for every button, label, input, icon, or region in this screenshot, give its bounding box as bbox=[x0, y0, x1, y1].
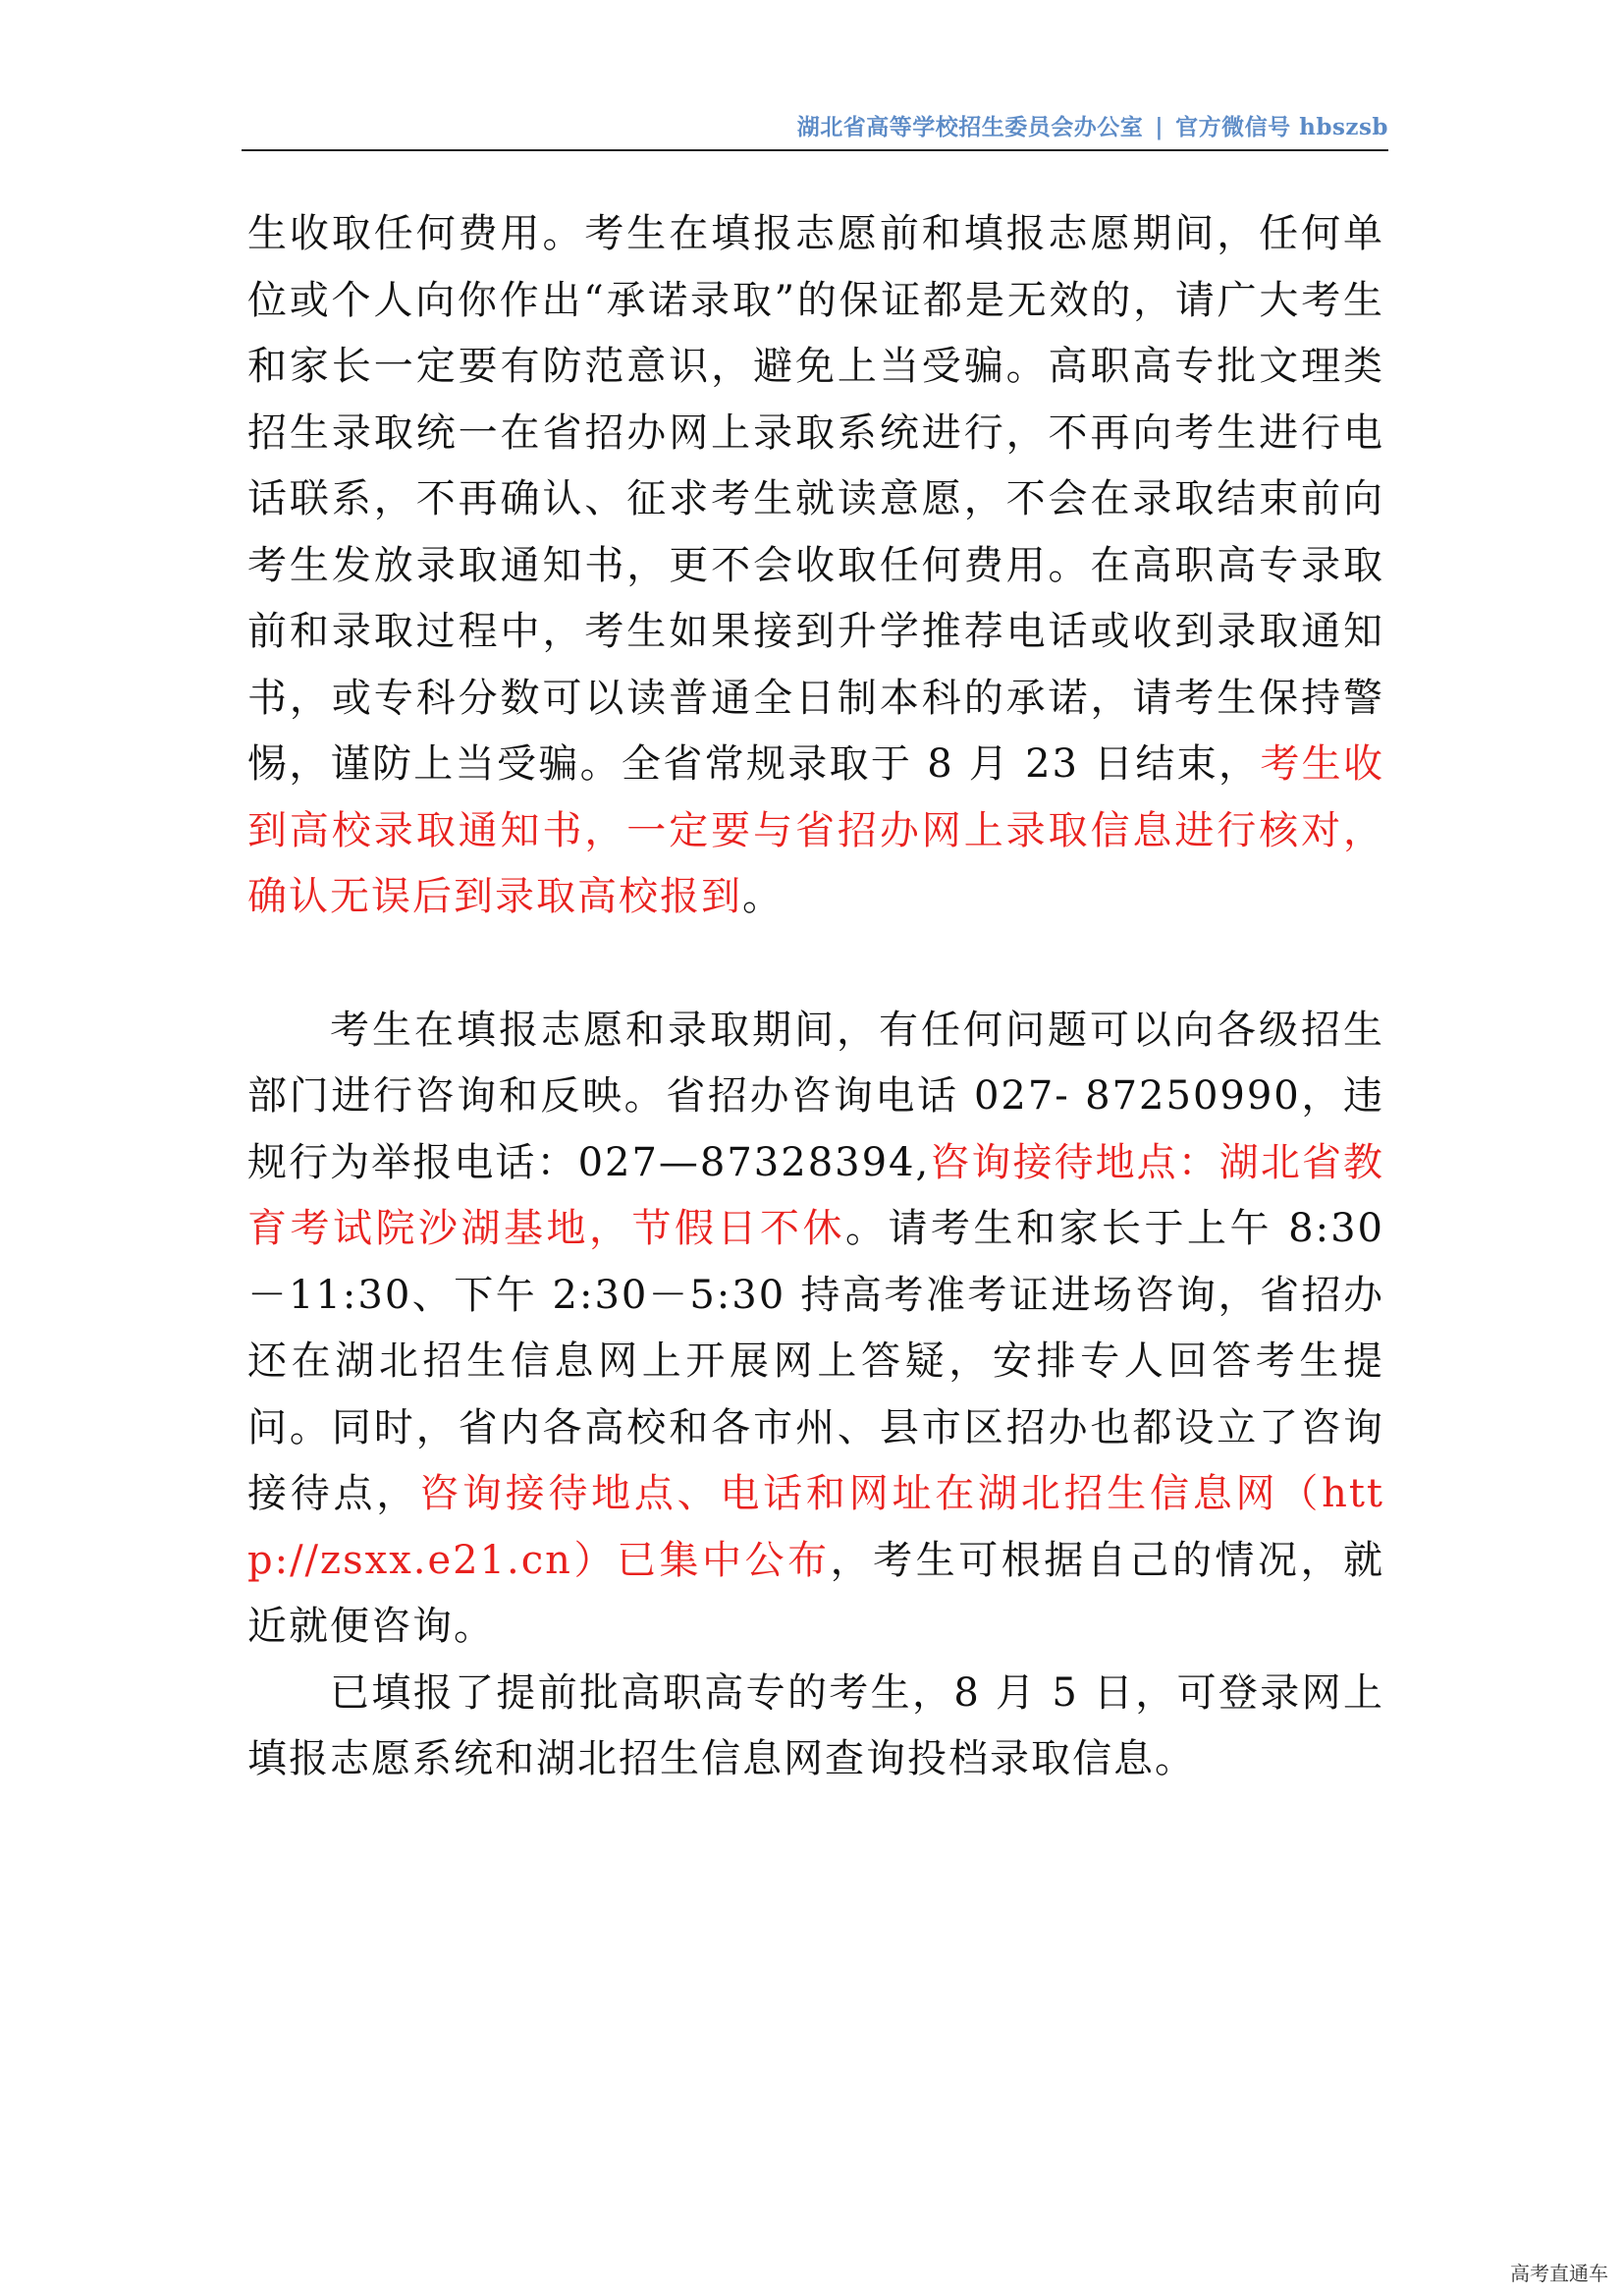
paragraph-text: ，考生可根据自己的情况，就近就便咨询。 bbox=[247, 1537, 1385, 1649]
paragraph-text: 考生在填报志愿和录取期间，有任何问题可以向各级招生部门进行咨询和反映。省招办咨询电话 027- 87250990，违规行为举报电话：027—87328394, bbox=[247, 1007, 1384, 1185]
document-body bbox=[247, 201, 1384, 1793]
highlighted-consult-location: 咨询接待地点：湖北省教育考试院沙湖基地，节假日不休 bbox=[247, 1139, 1385, 1251]
page-header bbox=[242, 106, 1388, 151]
header-wechat-id: 官方微信号 hbszsb bbox=[1175, 114, 1388, 140]
paragraph-admission-warning bbox=[247, 201, 1384, 931]
paragraph-text: 生收取任何费用。考生在填报志愿前和填报志愿期间，任何单位或个人向你作出“承诺录取”的保证都是无效的，请广大考生和家长一定要有防范意识，避免上当受骗。高职高专批文理类招生录取统一在省招办网上录取系统进行，不再向考生进行电话联系，不再确认、征求考生就读意愿，不会在录取结束前向考生发放录取通知书，更不会收取任何费用。在高职高专录取前和录取过程中，考生如果接到升学推荐电话或收到录取通知书，或专科分数可以读普通全日制本科的承诺，请考生保持警惕，谨防上当受骗。全省常规录取于 8 月 23 日结束， bbox=[247, 211, 1384, 787]
paragraph-text: 。 bbox=[742, 874, 784, 919]
header-separator: | bbox=[1155, 114, 1164, 140]
highlighted-consult-website: 咨询接待地点、电话和网址在湖北招生信息网（http://zsxx.e21.cn）已集中公布 bbox=[247, 1471, 1384, 1583]
paragraph-text: 。请考生和家长于上午 8:30－11:30、下午 2:30－5:30 持高考准考证进场咨询，省招办还在湖北招生信息网上开展网上答疑，安排专人回答考生提问。同时，省内各高校和各市州、县市区招办也都设立了咨询接待点， bbox=[247, 1206, 1385, 1516]
paragraph-early-batch: 已填报了提前批高职高专的考生，8 月 5 日，可登录网上填报志愿系统和湖北招生信息网查询投档录取信息。 bbox=[247, 1669, 1384, 1781]
paragraph-consultation bbox=[247, 998, 1384, 1661]
highlighted-notice: 考生收到高校录取通知书，一定要与省招办网上录取信息进行核对，确认无误后到录取高校报到 bbox=[247, 741, 1384, 919]
footer-watermark: 高考直通车 bbox=[1510, 2262, 1608, 2285]
header-office-name: 湖北省高等学校招生委员会办公室 bbox=[796, 114, 1144, 140]
